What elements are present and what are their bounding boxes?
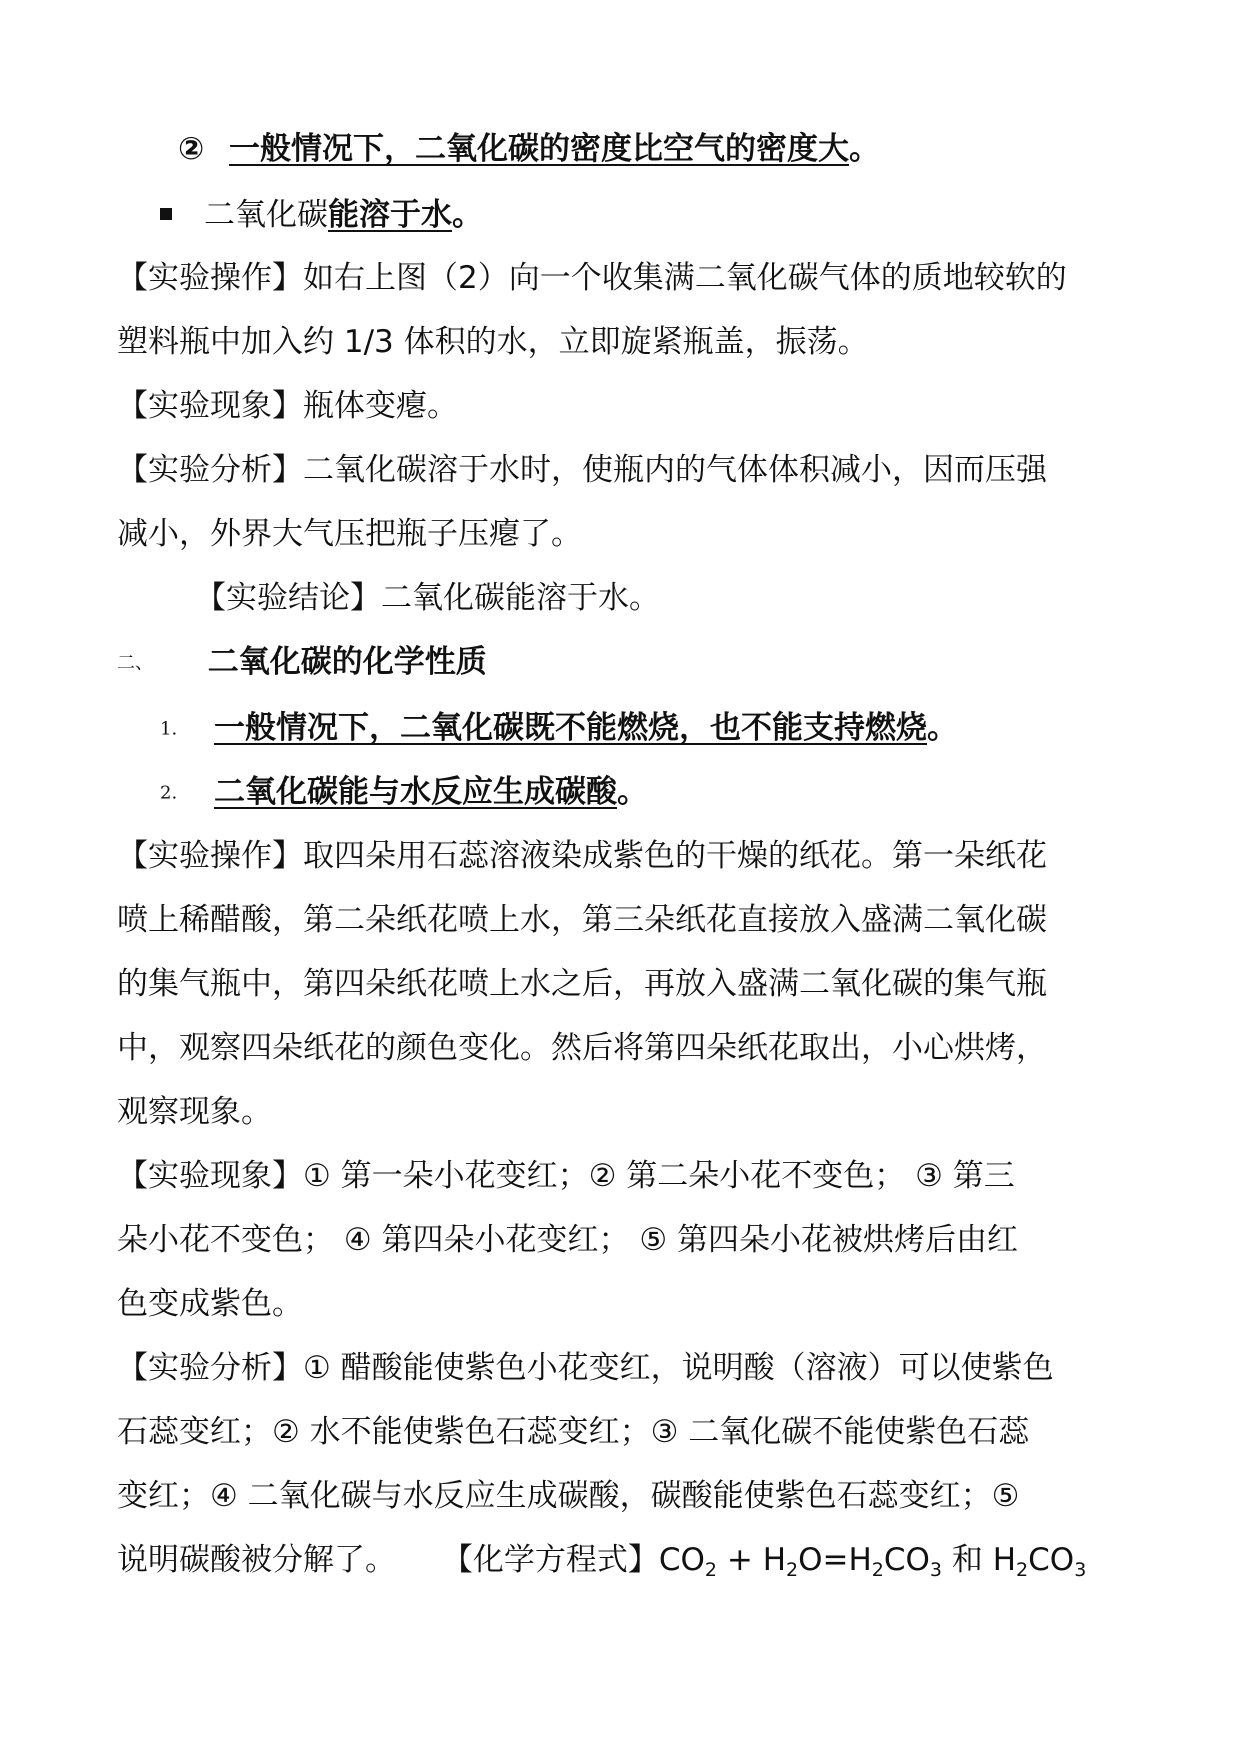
section-heading [117, 642, 487, 684]
text-line: 减小，外界大气压把瓶子压瘪了。 [117, 516, 582, 552]
text-line: 朵小花不变色； ④ 第四朵小花变红； ⑤ 第四朵小花被烘烤后由红 [117, 1222, 1018, 1258]
period: 。 [616, 774, 648, 810]
solubility-bold: 能溶于水 [328, 197, 452, 233]
item-text: 二氧化碳能与水反应生成碳酸 [213, 774, 617, 810]
text-line: 【实验分析】① 醋酸能使紫色小花变红，说明酸（溶液）可以使紫色 [117, 1350, 1054, 1386]
chemical-equation: $CO_2 + H_2O=H_2CO_3$ 和 $H_2CO_3$ [658, 1542, 1087, 1581]
item-number: 2. [160, 782, 178, 804]
item-text: 一般情况下，二氧化碳既不能燃烧，也不能支持燃烧 [213, 710, 927, 746]
text-line: 石蕊变红；② 水不能使紫色石蕊变红；③ 二氧化碳不能使紫色石蕊 [117, 1414, 1030, 1450]
period: 。 [849, 131, 881, 167]
bullet-square-icon [160, 208, 172, 220]
text-line: 喷上稀醋酸，第二朵纸花喷上水，第三朵纸花直接放入盛满二氧化碳 [117, 902, 1047, 938]
numbered-item [160, 708, 958, 750]
text-line: 色变成紫色。 [117, 1286, 303, 1322]
text-line: 观察现象。 [117, 1094, 272, 1130]
conclusion-text: 说明碳酸被分解了。 [117, 1542, 396, 1578]
numbered-item [160, 772, 648, 814]
period: 。 [452, 197, 483, 233]
solubility-line [160, 195, 483, 235]
density-line [178, 129, 880, 169]
equation-label: 【化学方程式】 [441, 1542, 659, 1578]
equation-line [117, 1540, 1086, 1580]
text-line: 【实验操作】如右上图（2）向一个收集满二氧化碳气体的质地较软的 [117, 260, 1067, 296]
period: 。 [926, 710, 958, 746]
solubility-lead: 二氧化碳 [204, 197, 328, 233]
item-number: 1. [160, 718, 178, 740]
text-line: 中，观察四朵纸花的颜色变化。然后将第四朵纸花取出，小心烘烤， [117, 1030, 1047, 1066]
circled-marker: ② [178, 131, 205, 167]
text-line: 【实验分析】二氧化碳溶于水时，使瓶内的气体体积减小，因而压强 [117, 452, 1047, 488]
text-line: 【实验现象】瓶体变瘪。 [117, 388, 458, 424]
text-line: 塑料瓶中加入约 1/3 体积的水，立即旋紧瓶盖，振荡。 [117, 324, 869, 360]
section-title: 二氧化碳的化学性质 [207, 644, 487, 680]
section-marker: 二、 [117, 652, 153, 674]
text-line: 【实验操作】取四朵用石蕊溶液染成紫色的干燥的纸花。第一朵纸花 [117, 838, 1047, 874]
text-line: 【实验现象】① 第一朵小花变红；② 第二朵小花不变色； ③ 第三 [117, 1158, 1015, 1194]
text-line: 变红；④ 二氧化碳与水反应生成碳酸，碳酸能使紫色石蕊变红；⑤ [117, 1478, 1020, 1514]
text-line: 的集气瓶中，第四朵纸花喷上水之后，再放入盛满二氧化碳的集气瓶 [117, 966, 1047, 1002]
density-statement: 一般情况下，二氧化碳的密度比空气的密度大 [229, 131, 850, 167]
text-line: 【实验结论】二氧化碳能溶于水。 [195, 580, 660, 616]
